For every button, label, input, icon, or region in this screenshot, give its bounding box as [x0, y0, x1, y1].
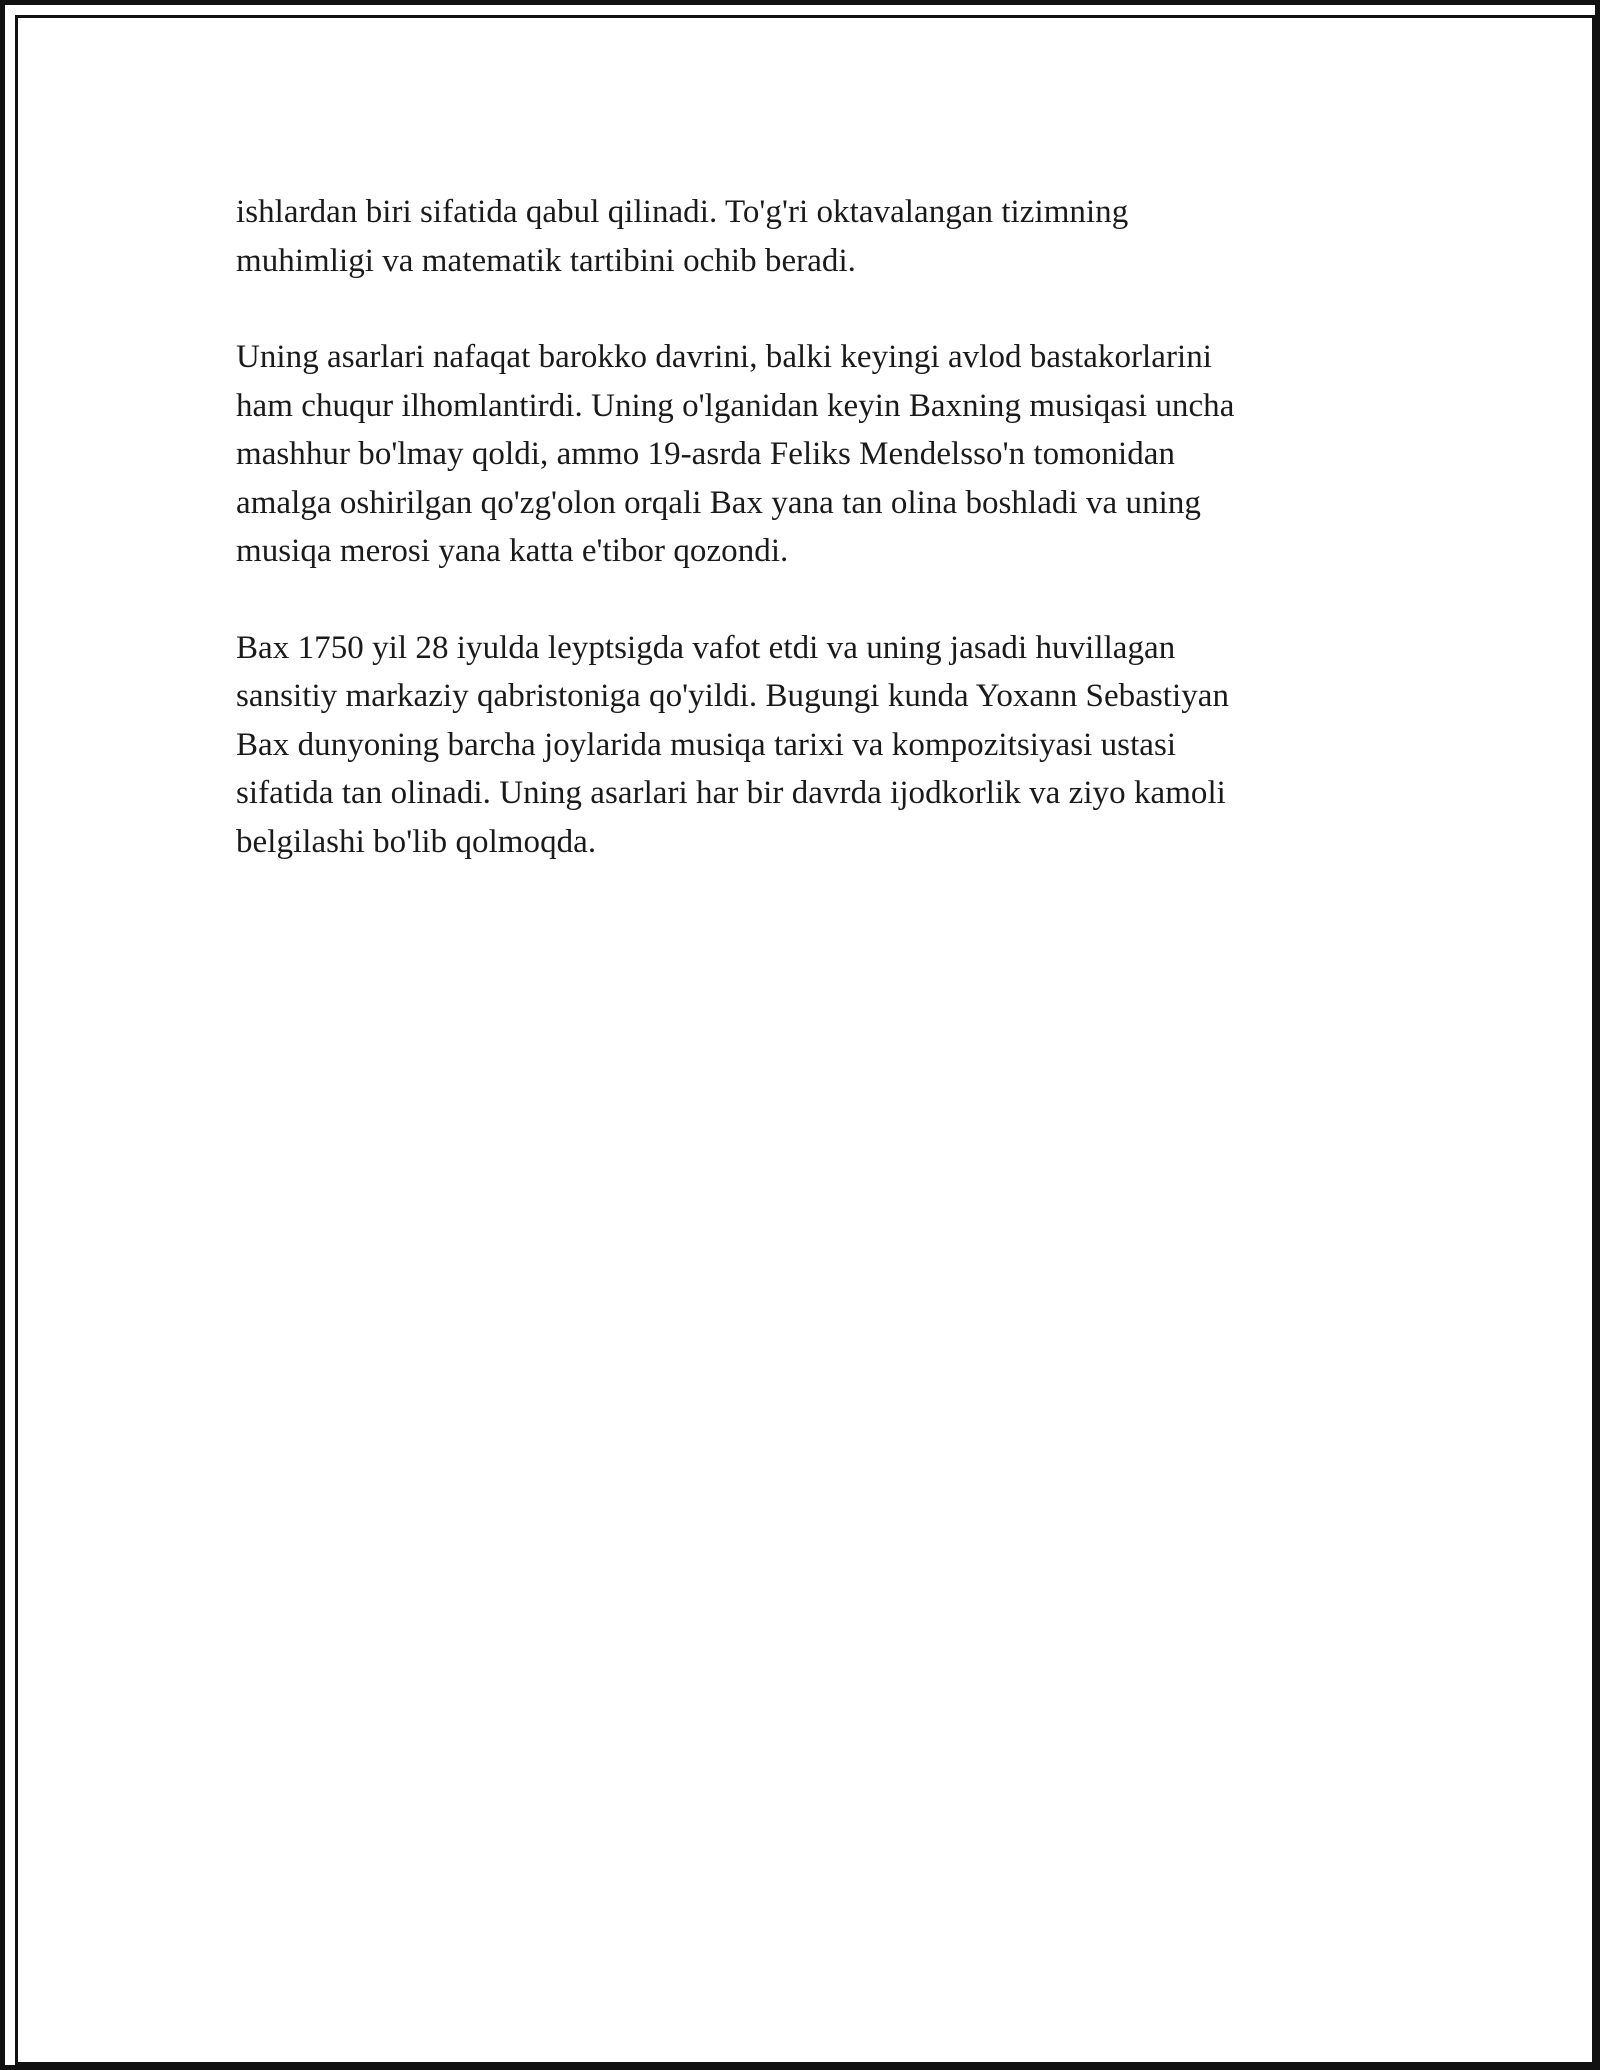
document-body: [236, 188, 1376, 914]
paragraph-death: Bax 1750 yil 28 iyulda leyptsigda vafot etdi va uning jasadi huvillagan sansitiy markaziy qabristoniga qo'yildi. Bugungi kunda Yoxann Sebastiyan Bax dunyoning barcha joylarida musiqa tarixi va kompozitsiyasi ustasi sifatida tan olinadi. Uning asarlari har bir davrda ijodkorlik va ziyo kamoli belgilashi bo'lib qolmoqda.: [236, 629, 1230, 860]
paragraph-intro: ishlardan biri sifatida qabul qilinadi. To'g'ri oktavalangan tizimning muhimligi va matematik tartibini ochib beradi.: [236, 194, 1129, 279]
paragraph-legacy: Uning asarlari nafaqat barokko davrini, balki keyingi avlod bastakorlarini ham chuqur ilhomlantirdi. Uning o'lganidan keyin Baxning musiqasi uncha mashhur bo'lmay qoldi, ammo 19-asrda Feliks Mendelsso'n tomonidan amalga oshirilgan qo'zg'olon orqali Bax yana tan olina boshladi va uning musiqa merosi yana katta e'tibor qozondi.: [236, 339, 1235, 569]
